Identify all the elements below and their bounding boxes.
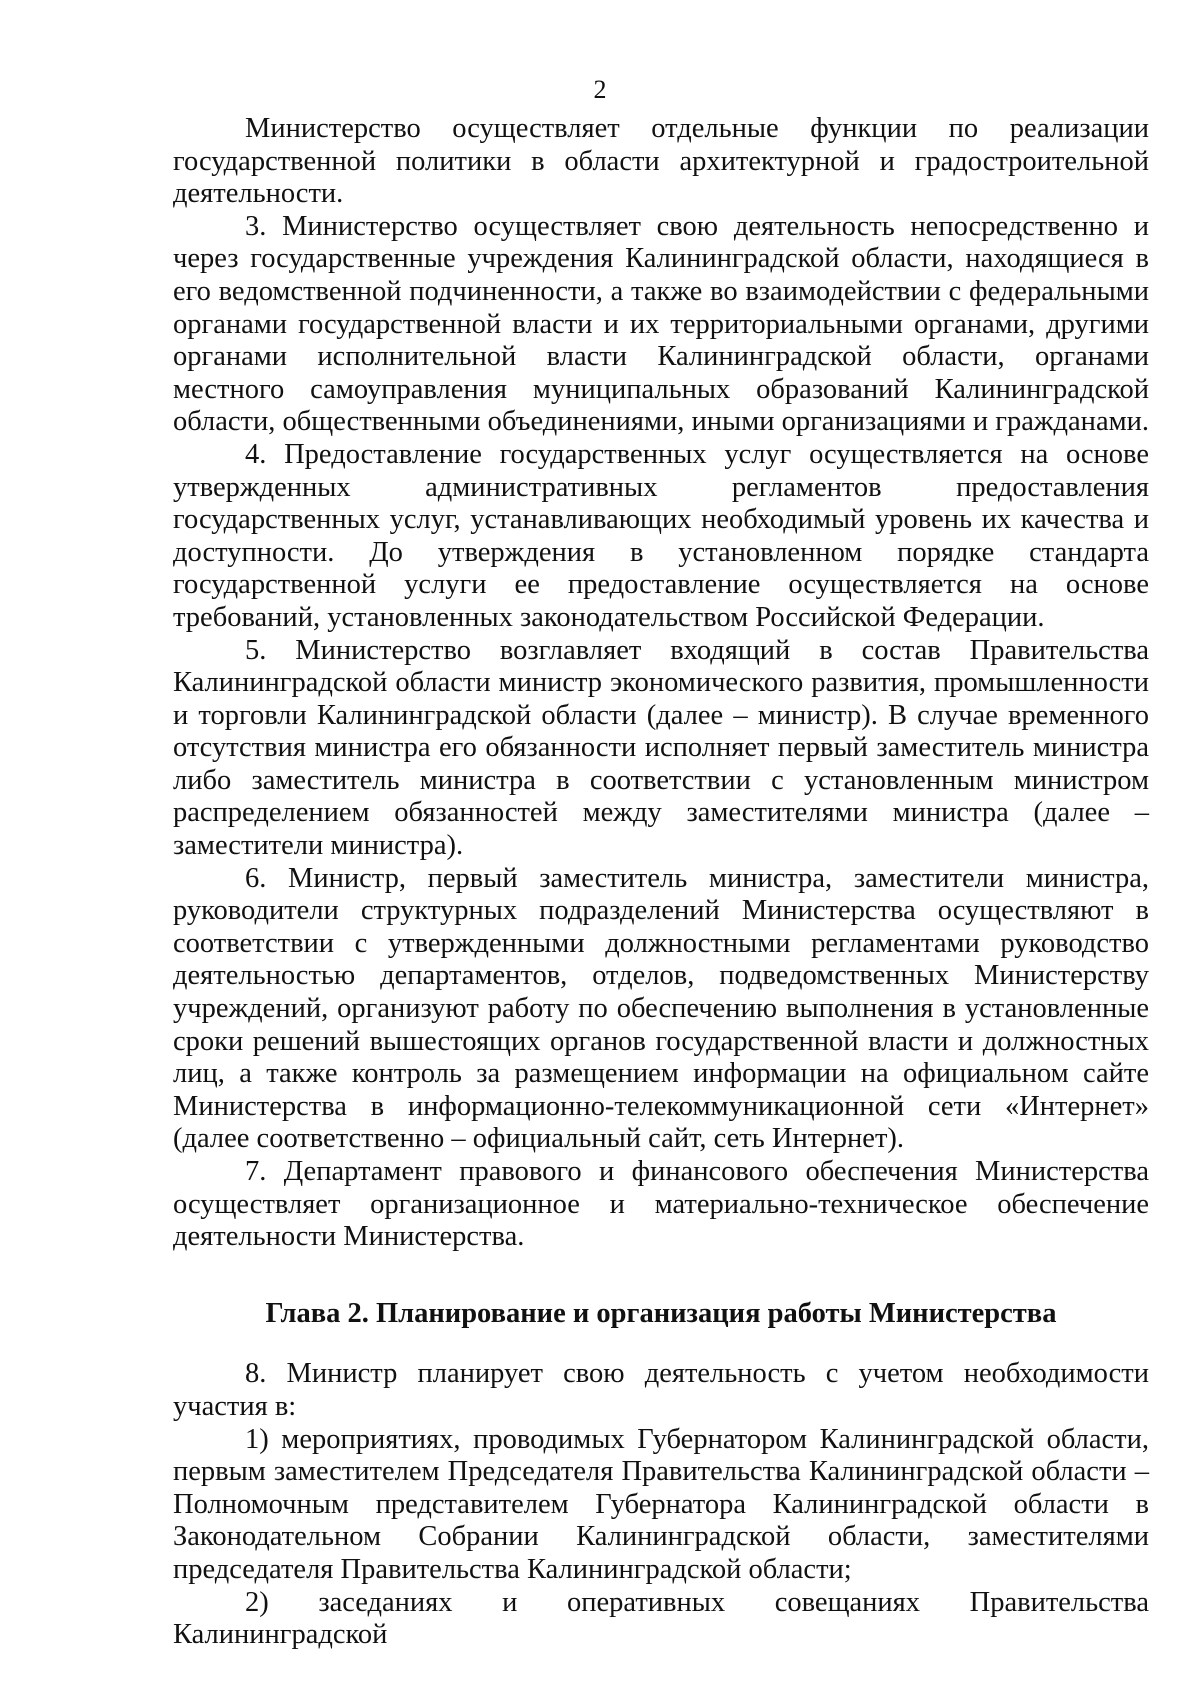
- paragraph-functions: Министерство осуществляет отдельные функции по реализации государственной политики в области архитектурной и градостроительной деятельности.: [173, 113, 1149, 210]
- page-number: 2: [593, 75, 607, 104]
- paragraph-4: 4. Предоставление государственных услуг осуществляется на основе утвержденных административных регламентов предоставления государственных услуг, устанавливающих необходимый уровень их качества и доступности. До утверждения в установленном порядке стандарта государственной услуги ее предоставление осуществляется на основе требований, установленных законодательством Российской Федерации.: [173, 438, 1149, 633]
- paragraph-7: 7. Департамент правового и финансового обеспечения Министерства осуществляет организационное и материально-техническое обеспечение деятельности Министерства.: [173, 1156, 1149, 1253]
- paragraph-8-item-1: 1) мероприятиях, проводимых Губернатором Калининградской области, первым заместителем Председателя Правительства Калининградской области – Полномочным представителем Губернатора Калининградской области в Законодательном Собрании Калининградской области, заместителями председателя Правительства Калининградской области;: [173, 1423, 1149, 1585]
- document-body: [173, 113, 1149, 1652]
- paragraph-5: 5. Министерство возглавляет входящий в состав Правительства Калининградской области министр экономического развития, промышленности и торговли Калининградской области (далее – министр). В случае временного отсутствия министра его обязанности исполняет первый заместитель министра либо заместитель министра в соответствии с установленным министром распределением обязанностей между заместителями министра (далее – заместители министра).: [173, 634, 1149, 862]
- paragraph-8-item-2: 2) заседаниях и оперативных совещаниях Правительства Калининградской: [173, 1586, 1149, 1651]
- paragraph-6: 6. Министр, первый заместитель министра, заместители министра, руководители структурных подразделений Министерства осуществляют в соответствии с утвержденными должностными регламентами руководство деятельностью департаментов, отделов, подведомственных Министерству учреждений, организуют работу по обеспечению выполнения в установленные сроки решений вышестоящих органов государственной власти и должностных лиц, а также контроль за размещением информации на официальном сайте Министерства в информационно-телекоммуникационной сети «Интернет» (далее соответственно – официальный сайт, сеть Интернет).: [173, 862, 1149, 1155]
- chapter-heading: Глава 2. Планирование и организация работы Министерства: [265, 1297, 1057, 1329]
- paragraph-3: 3. Министерство осуществляет свою деятельность непосредственно и через государственные учреждения Калининградской области, находящиеся в его ведомственной подчиненности, а также во взаимодействии с федеральными органами государственной власти и их территориальными органами, другими органами исполнительной власти Калининградской области, органами местного самоуправления муниципальных образований Калининградской области, общественными объединениями, иными организациями и гражданами.: [173, 210, 1149, 438]
- paragraph-8: 8. Министр планирует свою деятельность с учетом необходимости участия в:: [173, 1358, 1149, 1422]
